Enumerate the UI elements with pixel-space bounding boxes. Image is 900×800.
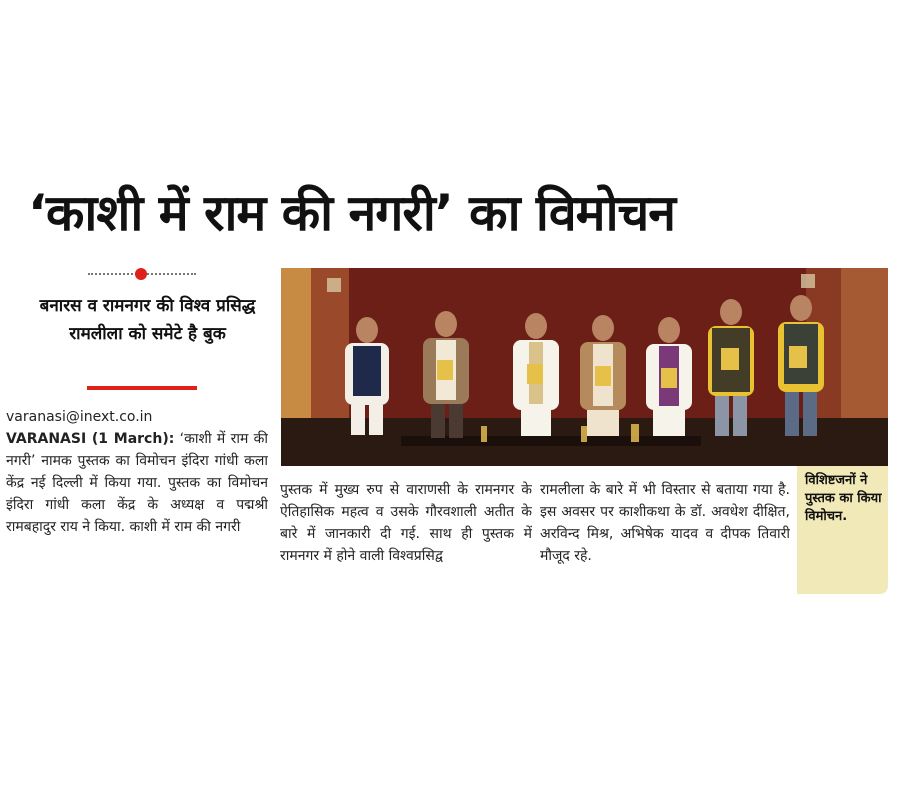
subheadline: बनारस व रामनगर की विश्व प्रसिद्ध रामलीला को समेटे है बुक	[39, 296, 256, 344]
red-rule-divider	[87, 386, 197, 390]
article-column-3: रामलीला के बारे में भी विस्तार से बताया गया है. इस अवसर पर काशीकथा के डॉ. अवधेश दीक्षित, अरविन्द मिश्र, अभिषेक यादव व दीपक तिवारी मौजूद रहे.	[540, 482, 790, 564]
dateline: VARANASI (1 March):	[6, 431, 175, 447]
column-1-text: ‘काशी में राम की नगरी’ नामक पुस्तक का विमोचन इंदिरा गांधी कला केंद्र नई दिल्ली में किया गया. पुस्तक का विमोचन इंदिरा गांधी कला केंद्र के अध्यक्ष व पद्मश्री रामबहादुर राय ने किया. काशी में राम की नगरी	[6, 431, 268, 535]
byline	[6, 408, 268, 427]
event-photo	[281, 268, 888, 466]
decorative-divider	[88, 268, 196, 280]
photo-caption-box	[797, 466, 888, 594]
headline: ‘काशी में राम की नगरी’ का विमोचन	[28, 184, 676, 242]
event-photo-illustration	[281, 268, 888, 466]
byline-email: varanasi@inext.co.in	[6, 409, 153, 425]
article-column-1	[6, 428, 268, 598]
photo-caption: विशिष्टजनों ने पुस्तक का किया विमोचन.	[805, 473, 882, 524]
article-column-2: पुस्तक में मुख्य रुप से वाराणसी के रामनगर के ऐतिहासिक महत्व व उसके गौरवशाली अतीत के बारे में जानकारी दी गई. साथ ही पुस्तक में रामनगर में होने वाली विश्वप्रसिद्व	[280, 482, 532, 564]
red-dot-icon	[135, 268, 147, 280]
